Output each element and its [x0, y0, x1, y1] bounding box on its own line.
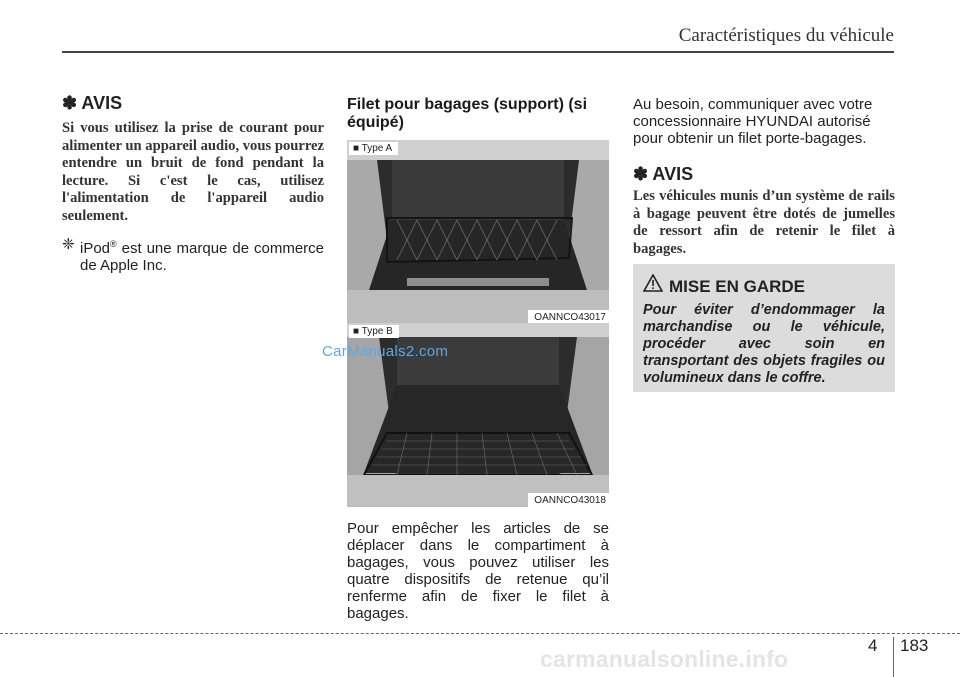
photo-code-b: OANNCO43018	[528, 493, 609, 507]
caution-heading	[643, 274, 805, 297]
watermark-bottom: carmanualsonline.info	[540, 646, 789, 672]
dealer-contact-text: Au besoin, communiquer avec votre concessionnaire HYUNDAI autorisé pour obtenir un filet porte-bagages.	[633, 96, 873, 147]
note-bullet-icon: ❈	[62, 236, 75, 253]
caution-title-text: MISE EN GARDE	[669, 277, 806, 296]
luggage-net-text: Pour empêcher les articles de se déplacer dans le compartiment à bagages, vous pouvez utiliser les quatre dispositifs de retenue qu’il renferme afin de fixer le filet à bagages.	[347, 520, 609, 622]
ipod-name: iPod	[80, 240, 111, 257]
header-rule	[62, 51, 894, 53]
ipod-trademark-text: est une marque de commerce de Apple Inc.	[80, 240, 324, 274]
photo-type-label-b: ■ Type B	[349, 325, 399, 338]
trunk-illustration-a	[347, 140, 609, 324]
footer-rule	[0, 633, 960, 634]
warning-triangle-icon	[643, 274, 669, 297]
photo-code-a: OANNCO43017	[528, 310, 609, 324]
chapter-number: 4	[868, 636, 878, 655]
section-title-luggage-net: Filet pour bagages (support) (si équipé)	[347, 96, 588, 131]
page-number-separator	[893, 637, 894, 677]
avis-heading-right: ✽ AVIS	[633, 164, 694, 184]
watermark-top: CarManuals2.com	[322, 343, 449, 360]
photo-type-label-a: ■ Type A	[349, 142, 398, 155]
caution-box	[633, 264, 895, 392]
caution-text: Pour éviter d’endommager la marchandise ou le véhicule, procéder avec soin en transportant des objets fragiles ou volumineux dans le coffre.	[643, 302, 885, 386]
avis-heading-left: ✽ AVIS	[62, 93, 123, 113]
avis-text-left: Si vous utilisez la prise de courant pour alimenter un appareil audio, vous pourrez entendre un bruit de fond pendant la lecture. Si c'est le cas, utilisez l'alimentation de l'appareil audio seulement.	[62, 120, 324, 224]
avis-text-right: Les véhicules munis d’un système de rails à bagage peuvent être dotés de jumelles de ressort afin de retenir le filet à bagages.	[633, 188, 895, 257]
chapter-header: Caractéristiques du véhicule	[678, 25, 894, 46]
page-number: 183	[900, 636, 929, 655]
photo-luggage-net-type-a	[347, 140, 609, 324]
registered-mark: ®	[110, 239, 117, 249]
ipod-trademark-note	[62, 236, 324, 274]
